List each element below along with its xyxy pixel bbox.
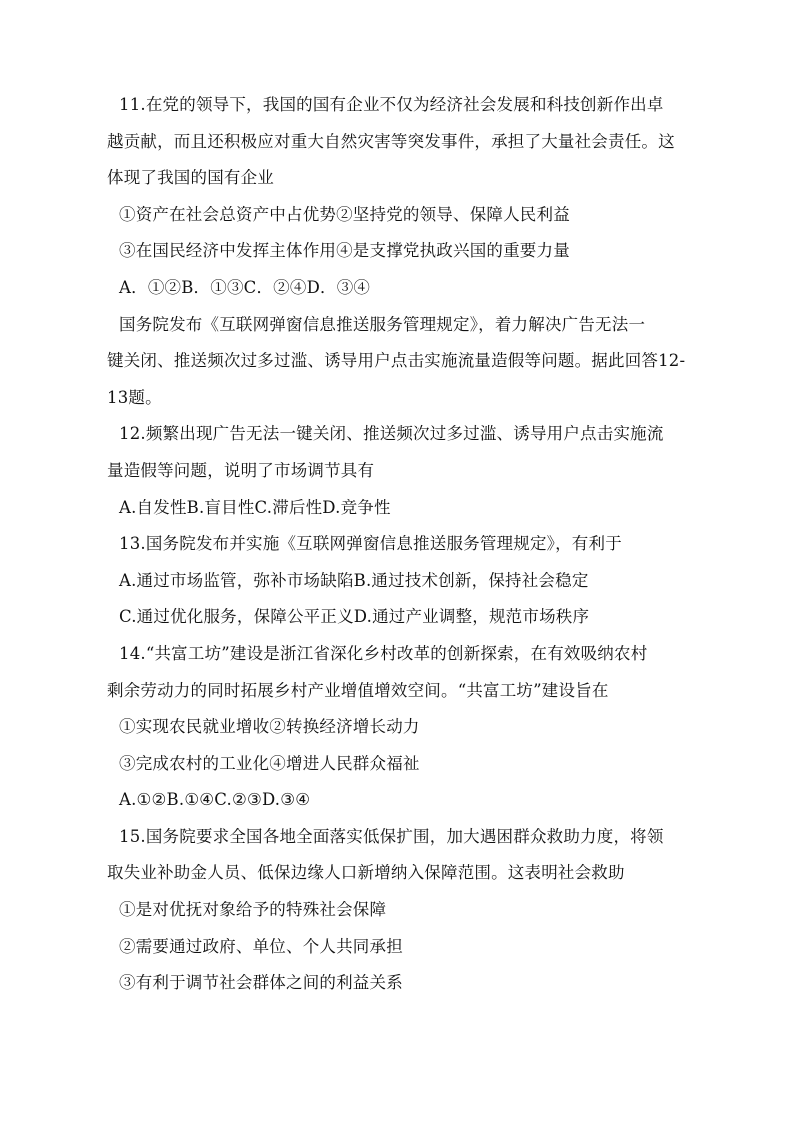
q14-choices: A.①②B.①④C.②③D.③④ [119,790,311,810]
q14-stem-line-1: 14.“共富工坊”建设是浙江省深化乡村改革的创新探索，在有效吸纳农村 [119,643,648,663]
material-line-2: 键关闭、推送频次过多过滥、诱导用户点击实施流量造假等问题。据此回答12- [107,351,686,371]
q13-choices-c-d: C.通过优化服务，保障公平正义D.通过产业调整，规范市场秩序 [119,607,590,627]
q15-option-1: ①是对优抚对象给予的特殊社会保障 [119,900,387,920]
q13-choices-a-b: A.通过市场监管，弥补市场缺陷B.通过技术创新，保持社会稳定 [119,570,589,590]
q11-stem-line-2: 越贡献，而且还积极应对重大自然灾害等突发事件，承担了大量社会责任。这 [107,131,675,151]
q11-stem-line-3: 体现了我国的国有企业 [107,168,274,188]
question-text-block [107,95,707,1010]
q12-stem-line-1: 12.频繁出现广告无法一键关闭、推送频次过多过滥、诱导用户点击实施流 [119,424,664,444]
q13-stem: 13.国务院发布并实施《互联网弹窗信息推送服务管理规定》，有利于 [119,534,622,554]
q14-option-3-4: ③完成农村的工业化④增进人民群众福祉 [119,753,420,773]
q11-stem-line-1: 11.在党的领导下，我国的国有企业不仅为经济社会发展和科技创新作出卓 [119,95,664,114]
q11-option-3-4: ③在国民经济中发挥主体作用④是支撑党执政兴国的重要力量 [119,241,570,261]
q15-option-3: ③有利于调节社会群体之间的利益关系 [119,973,403,993]
q15-option-2: ②需要通过政府、单位、个人共同承担 [119,936,403,956]
material-line-3: 13题。 [107,387,162,407]
q15-stem-line-2: 取失业补助金人员、低保边缘人口新增纳入保障范围。这表明社会救助 [107,863,625,883]
q14-option-1-2: ①实现农民就业增收②转换经济增长动力 [119,717,420,737]
q11-choices: A．①②B．①③C．②④D．③④ [119,277,371,297]
q11-option-1-2: ①资产在社会总资产中占优势②坚持党的领导、保障人民利益 [119,204,570,224]
material-line-1: 国务院发布《互联网弹窗信息推送服务管理规定》，着力解决广告无法一 [119,314,646,334]
q12-choices: A.自发性B.盲目性C.滞后性D.竞争性 [119,497,391,517]
q15-stem-line-1: 15.国务院要求全国各地全面落实低保扩围，加大遇困群众救助力度，将领 [119,826,664,846]
q14-stem-line-2: 剩余劳动力的同时拓展乡村产业增值增效空间。“共富工坊”建设旨在 [107,680,609,700]
q12-stem-line-2: 量造假等问题，说明了市场调节具有 [107,460,375,480]
